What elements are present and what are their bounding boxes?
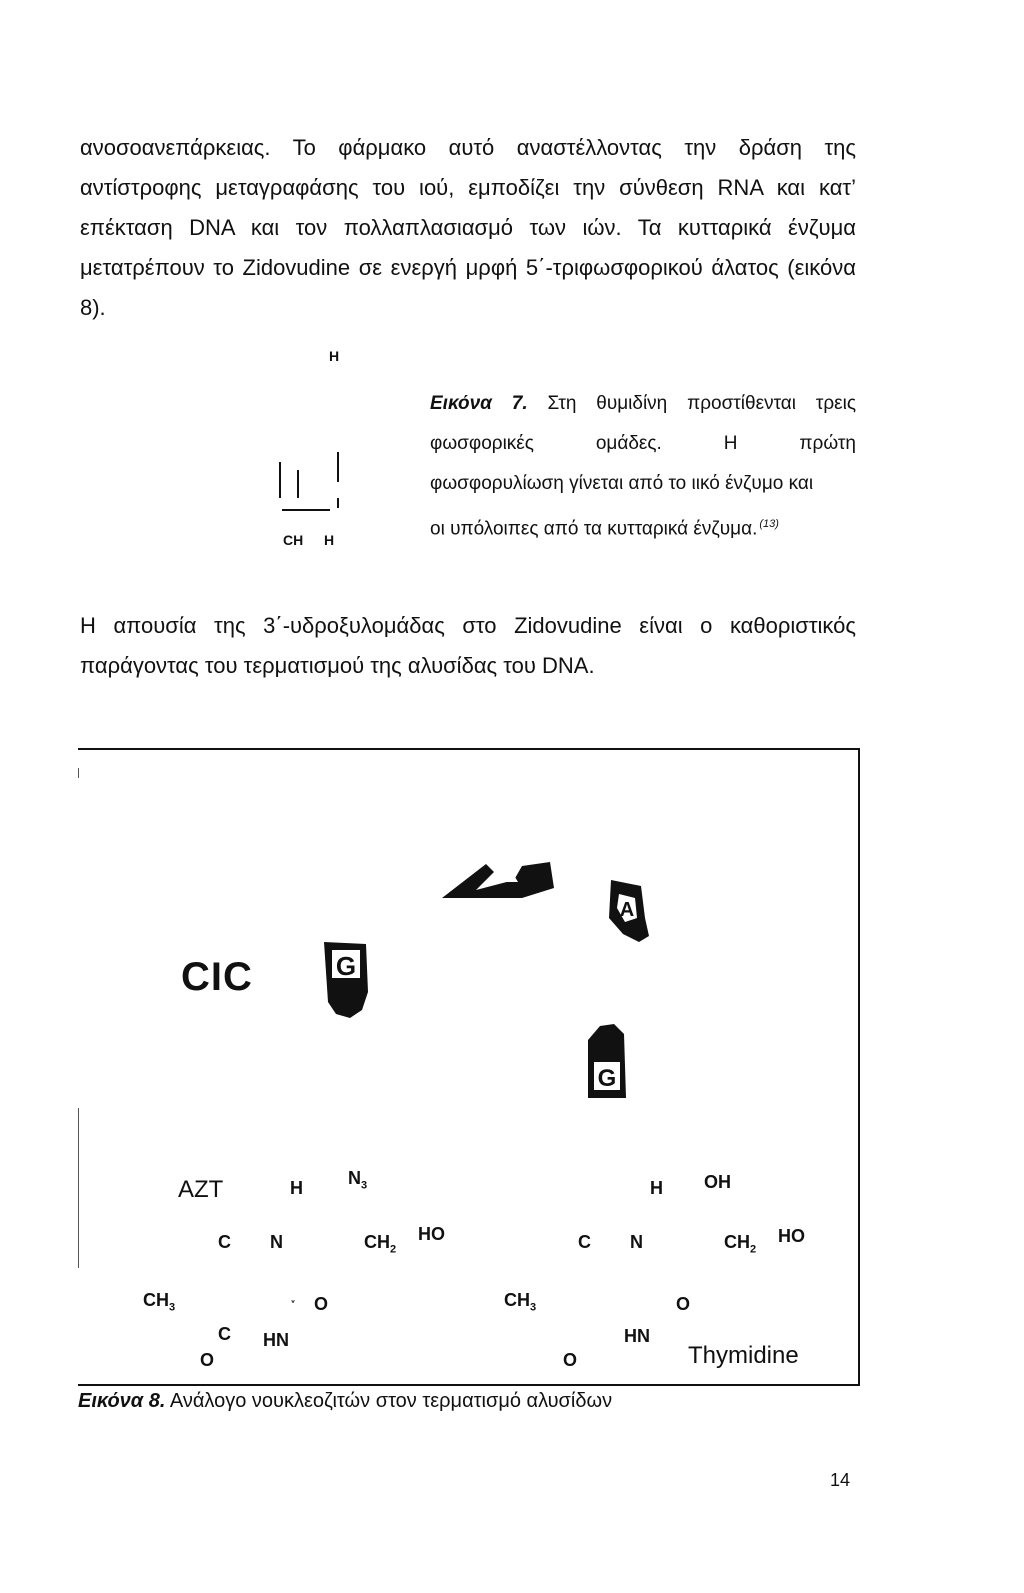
thy-hn-group: HN [624, 1326, 650, 1346]
paragraph-line: παράγοντας του τερματισμού της αλυσίδας του DNA. [80, 653, 595, 678]
azt-ch3-group: $CH_3$ [143, 1290, 176, 1314]
figure-8-caption [78, 1390, 612, 1413]
figure-border-left [78, 768, 79, 778]
atom-h-top: H [329, 348, 340, 364]
caption-line: οι υπόλοιπες από τα κυτταρικά ένζυμα. $^{(13)}$ [430, 518, 779, 540]
caption-label: Εικόνα 7. [430, 393, 528, 414]
base-g-block-icon [584, 1022, 634, 1102]
azt-atom-c: C [218, 1232, 231, 1252]
azt-bond-hook: ˯ [290, 1284, 296, 1304]
thy-atom-h: H [650, 1178, 663, 1198]
figure-7-caption [430, 384, 856, 549]
thy-atom-c: C [578, 1232, 591, 1252]
figure-border-left [78, 1108, 79, 1268]
azt-atom-h: H [290, 1178, 303, 1198]
paragraph-line: επέκταση DNA και τον πολλαπλασιασμό των ιών. Τα κυτταρικά ένζυμα [80, 215, 856, 240]
base-a-letter: A [619, 899, 635, 921]
caption-line: φωσφορικές ομάδες. Η πρώτη [430, 433, 856, 454]
paragraph-line: αντίστροφης μεταγραφάσης του ιού, εμποδίζει την σύνθεση RNA και κατ’ [80, 175, 856, 200]
caption-text: Ανάλογο νουκλεοζιτών στον τερματισμό αλυσίδων [169, 1390, 613, 1412]
thy-ch2-group: $CH_2$ [724, 1232, 757, 1256]
azt-azide-group: $N_3$ [348, 1168, 368, 1192]
paragraph-2 [80, 606, 856, 646]
base-a-block-icon [605, 878, 655, 958]
atom-h-bottom: H [324, 532, 335, 548]
thy-atom-n: N [630, 1232, 643, 1252]
nucleotide-shape-icon [438, 858, 578, 908]
thy-oh-group: OH [704, 1172, 731, 1192]
figure-8 [78, 748, 860, 1386]
azt-atom-n: N [270, 1232, 283, 1252]
paragraph-2-tail [80, 646, 856, 686]
caption-label: Εικόνα 8. [78, 1390, 166, 1412]
paragraph-line: Η απουσία της 3΄-υδροξυλομάδας στο Zidovudine είναι ο καθοριστικός [80, 613, 856, 638]
paragraph-line: 8). [80, 295, 106, 320]
azt-ho-group: HO [418, 1224, 445, 1244]
page-number: 14 [830, 1470, 851, 1490]
thy-atom-o-ring: O [676, 1294, 691, 1314]
paragraph-line: ανοσοανεπάρκειας. Το φάρμακο αυτό αναστέλλοντας την δράση της [80, 135, 856, 160]
figure-border-bottom [78, 1384, 860, 1386]
strand-label: CIC [181, 955, 253, 999]
base-g-block-icon [322, 940, 372, 1020]
caption-line: Εικόνα 7. Στη θυμιδίνη προστίθενται τρεις [430, 393, 857, 414]
paragraph-line: μετατρέπουν το Zidovudine σε ενεργή μρφή 5΄-τριφωσφορικού άλατος (εικόνα [80, 255, 856, 280]
azt-atom-o-low: O [200, 1350, 215, 1370]
reference-mark: (13) [759, 518, 779, 530]
azt-label: AZT [178, 1176, 224, 1203]
azt-ch2-group: $CH_2$ [364, 1232, 397, 1256]
atom-ch: CH [283, 532, 304, 548]
caption-line: φωσφορυλίωση γίνεται από το ιικό ένζυμο και [430, 473, 814, 494]
azt-hn-group: HN [263, 1330, 289, 1350]
thymidine-label: Thymidine [688, 1342, 799, 1369]
thy-atom-o-low: O [563, 1350, 578, 1370]
base-g-letter: G [335, 951, 357, 981]
base-g-letter: G [597, 1065, 617, 1092]
azt-atom-o-ring: O [314, 1294, 329, 1314]
thy-ho-group: HO [778, 1226, 805, 1246]
figure-border-right [858, 748, 860, 1386]
figure-border-top [78, 748, 860, 750]
thy-ch3-group: $CH_3$ [504, 1290, 537, 1314]
azt-atom-c-low: C [218, 1324, 231, 1344]
